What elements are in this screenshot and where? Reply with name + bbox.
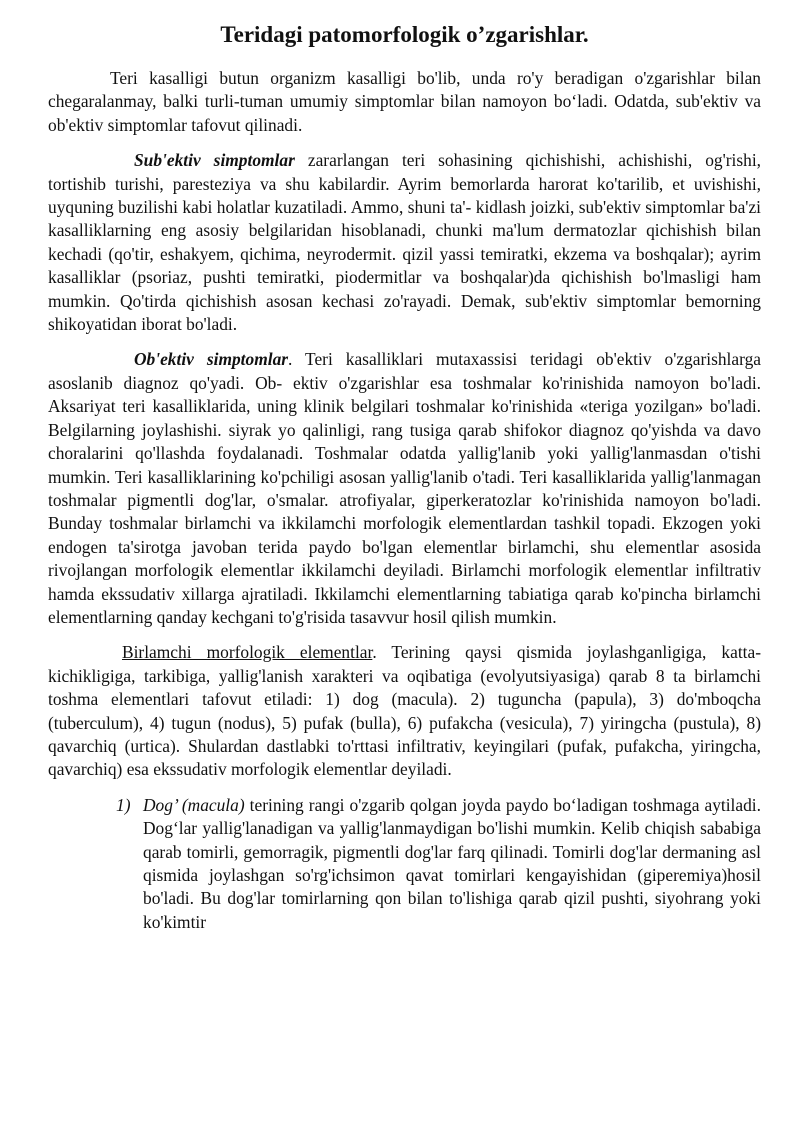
primary-elements-text: . Terining qaysi qismida joylashganligiga, katta-kichikligiga, tarkibiga, yallig'lanish xarakteri va oqibatiga (evolyutsiyasiga) qarab 8 ta birlamchi toshma elementlari tafovut etiladi: 1) dog (macula). 2) tuguncha (papula), 3) do'mboqcha (tuberculum), 4) tugun (nodus), 5) pufak (bulla), 6) pufakcha (vesicula), 7) yiringcha (pustula), 8) qavarchiq (urtica). Shulardan dastlabki to'rttasi infiltrativ, keyingilari (pufak, pufakcha, yiringcha, qavarchiq) esa ekssudativ morfologik elementlar deyiladi.	[48, 642, 761, 780]
list-item	[48, 794, 761, 934]
primary-elements-term: Birlamchi morfologik elementlar	[122, 642, 373, 663]
list-item-number: 1)	[116, 794, 131, 815]
element-list	[48, 794, 761, 934]
objective-text: . Teri kasalliklari mutaxassisi teridagi ob'ektiv o'zgarishlarga asoslanib diagnoz qo'yadi. Ob- ektiv o'zgarishlar esa toshmalar ko'rinishida namoyon bo'ladi. Aksariyat teri kasalliklarida, uning klinik belgilari toshmalar ko'rinishida «teriga yozilgan» bo'ladi. Belgilarning joylashishi. siyrak yo qalinligi, rang tusiga qarab shifokor diagnoz qo'yishda va davo choralarini qo'llashda foydalanadi. Toshmalar odatda yallig'lanib yoki yallig'lanmasdan o'tishi mumkin. Teri kasalliklarining ko'pchiligi asosan yallig'lanib o'tadi. Teri kasalliklarida yallig'lanmagan toshmalar pigmentli dog'lar, o'smalar. atrofiyalar, giperkeratozlar ko'rinishida namoyon bo'ladi. Bunday toshmalar birlamchi va ikkilamchi morfologik elementlardan tashkil topadi. Ekzogen yoki endogen ta'sirotga javoban terida paydo bo'lgan elementlar birlamchi, shu elementlar asosida rivojlangan morfologik elementlar ikkilamchi deyiladi. Birlamchi morfologik elementlar infiltrativ hamda ekssudativ xillarga ajratiladi. Ikkilamchi elementlarning tabiatiga qarab ko'pincha birlamchi elementlarning qanday kechgani to'g'risida tasavvur hosil qilish mumkin.	[48, 349, 761, 627]
document-title: Teridagi patomorfologik o’zgarishlar.	[220, 22, 589, 47]
subjective-term: Sub'ektiv simptomlar	[134, 150, 295, 171]
list-item-term: Dog’ (macula)	[143, 794, 245, 815]
primary-elements-paragraph	[48, 641, 761, 781]
objective-paragraph	[48, 348, 761, 629]
objective-term: Ob'ektiv simptomlar	[134, 349, 289, 370]
list-item-text: terining rangi o'zgarib qolgan joyda paydo bo‘ladigan toshmaga aytiladi. Dog‘lar yallig'lanadigan va yallig'lanmaydigan bo'lishi mumkin. Kelib chiqish sababiga qarab tomirli, gemorragik, pigmentli dog'lar farq qilinadi. Tomirli dog'lar dermaning asl qismida joylashgan so'rg'ichsimon qavat tomirlari kengayishidan (giperemiya)hosil bo'ladi. Bu dog'lar tomirlarning qon bilan to'lishiga qarab qizil pushti, siyohrang yoki ko'kimtir	[143, 794, 761, 932]
subjective-paragraph	[48, 149, 761, 336]
subjective-text: zararlangan teri sohasining qichishishi, achishishi, og'rishi, tortishib turishi, paresteziya va shu kabilardir. Ayrim bemorlarda harorat ko'tarilib, et uvishishi, uyquning buzilishi kabi holatlar kuzatiladi. Ammo, shuni ta'- kidlash joizki, sub'ektiv simptomlar ba'zi kasalliklarning eng asosiy belgilaridan hisoblanadi, chunki ma'lum dermatozlar qichishish bilan kechadi (qo'tir, eshakyem, qichima, neyrodermit. qizil yassi temiratki, ekzema va boshqalar); ayrim kasalliklar (psoriaz, pushti temiratki, piodermitlar va boshqalar)da qichishish bo'lmasligi ham mumkin. Qo'tirda qichishish asosan kechasi zo'rayadi. Demak, sub'ektiv simptomlar bemorning shikoyatidan iborat bo'ladi.	[48, 150, 761, 335]
intro-paragraph: Teri kasalligi butun organizm kasalligi bo'lib, unda ro'y beradigan o'zgarishlar bilan chegaralanmay, balki turli-tuman umumiy simptomlar bilan namoyon bo‘ladi. Odatda, sub'ektiv va ob'ektiv simptomlar tafovut qilinadi.	[48, 68, 761, 135]
